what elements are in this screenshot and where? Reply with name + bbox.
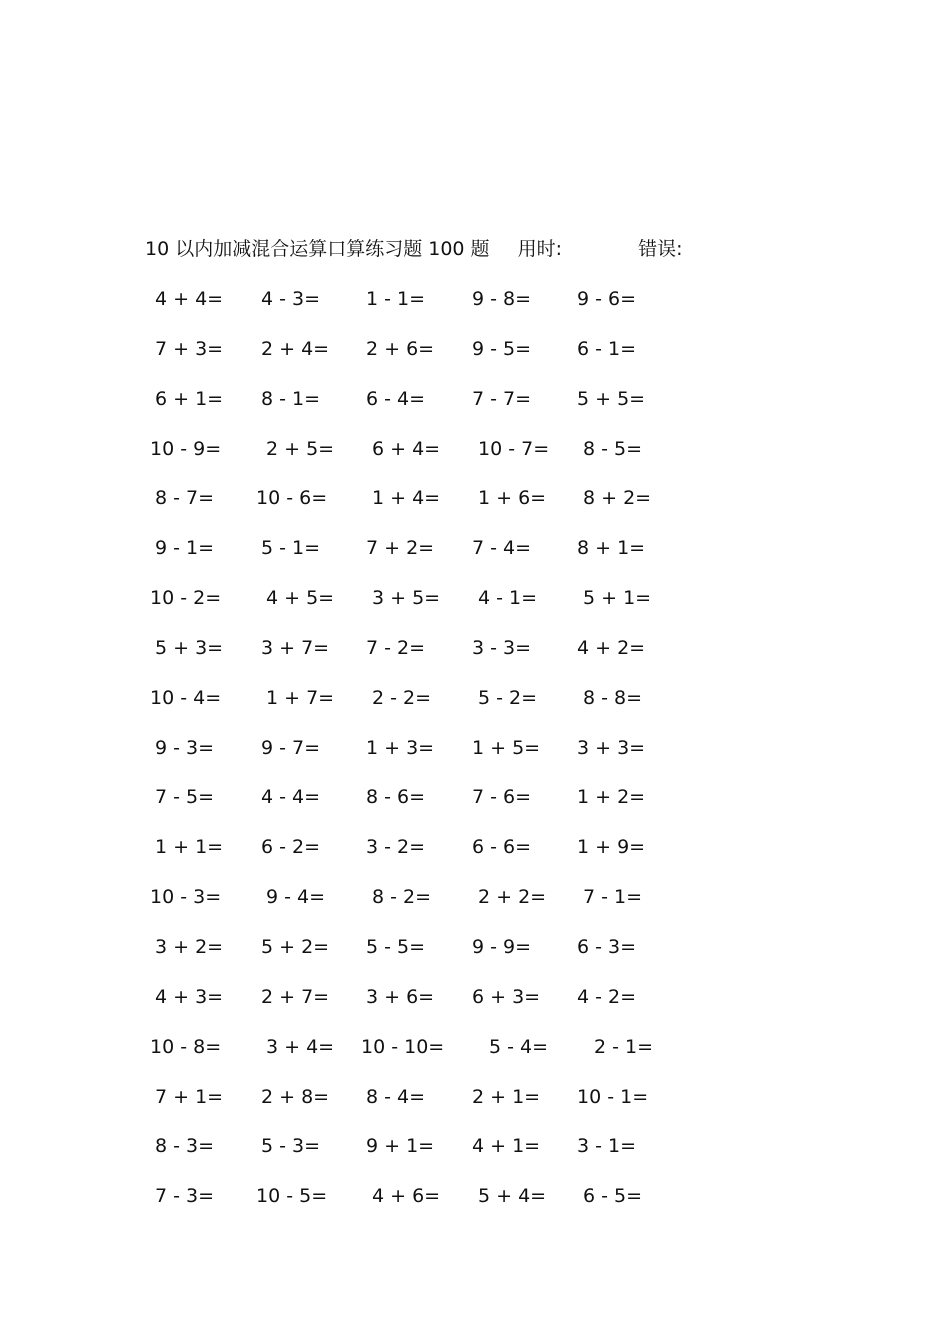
problem-cell: 7 + 1=	[155, 1085, 224, 1108]
problem-row	[150, 533, 710, 583]
problem-cell: 8 - 4=	[366, 1085, 426, 1108]
problem-cell: 7 - 7=	[472, 387, 532, 410]
problem-cell: 1 + 7=	[266, 686, 335, 709]
time-used-label: 用时:	[517, 238, 563, 260]
problem-row	[150, 284, 710, 334]
problem-cell: 2 - 2=	[372, 686, 432, 709]
problem-row	[150, 982, 710, 1032]
problem-cell: 5 + 5=	[577, 387, 646, 410]
problem-cell: 9 - 1=	[155, 537, 215, 560]
problem-cell: 8 - 2=	[372, 886, 432, 909]
problem-row	[150, 733, 710, 783]
problem-cell: 2 - 1=	[594, 1035, 654, 1058]
worksheet-title: 10 以内加减混合运算口算练习题 100 题	[145, 238, 490, 260]
problem-cell: 4 + 2=	[577, 636, 646, 659]
problem-cell: 4 + 4=	[155, 288, 224, 310]
problem-row	[150, 583, 710, 633]
problem-row	[150, 633, 710, 683]
problem-cell: 3 + 7=	[261, 636, 330, 659]
problem-cell: 7 - 1=	[583, 886, 643, 909]
problem-cell: 1 + 6=	[478, 487, 547, 510]
problem-row	[150, 782, 710, 832]
problem-cell: 4 - 4=	[261, 786, 321, 809]
problem-cell: 9 - 6=	[577, 288, 637, 310]
problem-cell: 7 - 4=	[472, 537, 532, 560]
problem-cell: 9 - 4=	[266, 886, 326, 909]
problem-cell: 2 + 4=	[261, 337, 330, 360]
problem-cell: 6 - 1=	[577, 337, 637, 360]
problem-cell: 3 + 5=	[372, 587, 441, 610]
problem-cell: 9 - 8=	[472, 288, 532, 310]
problem-row	[150, 334, 710, 384]
problem-cell: 3 - 2=	[366, 836, 426, 859]
problem-row	[150, 832, 710, 882]
problem-cell: 5 - 4=	[489, 1035, 549, 1058]
problem-cell: 6 - 5=	[583, 1185, 643, 1208]
problem-cell: 9 - 5=	[472, 337, 532, 360]
problem-cell: 5 + 3=	[155, 636, 224, 659]
problem-cell: 4 + 3=	[155, 985, 224, 1008]
problem-cell: 2 + 7=	[261, 985, 330, 1008]
problem-cell: 3 + 2=	[155, 935, 224, 958]
problem-cell: 1 + 5=	[472, 736, 541, 759]
problem-cell: 5 + 4=	[478, 1185, 547, 1208]
problem-row	[150, 1082, 710, 1132]
problem-cell: 4 + 1=	[472, 1135, 541, 1158]
problem-cell: 4 - 3=	[261, 288, 321, 310]
problem-cell: 8 - 8=	[583, 686, 643, 709]
problem-cell: 10 - 4=	[150, 686, 222, 709]
errors-label: 错误:	[638, 238, 683, 260]
problem-row	[150, 1181, 710, 1231]
problem-row	[150, 1032, 710, 1082]
problem-row	[150, 384, 710, 434]
problem-cell: 1 - 1=	[366, 288, 426, 310]
problem-cell: 1 + 1=	[155, 836, 224, 859]
problem-cell: 10 - 6=	[256, 487, 328, 510]
problem-cell: 10 - 8=	[150, 1035, 222, 1058]
problem-cell: 2 + 2=	[478, 886, 547, 909]
problem-cell: 5 - 5=	[366, 935, 426, 958]
problem-cell: 8 - 5=	[583, 437, 643, 460]
problem-cell: 9 + 1=	[366, 1135, 435, 1158]
problem-cell: 7 - 2=	[366, 636, 426, 659]
problem-cell: 6 + 1=	[155, 387, 224, 410]
problem-cell: 6 - 3=	[577, 935, 637, 958]
problem-cell: 3 + 4=	[266, 1035, 335, 1058]
problem-row	[150, 683, 710, 733]
problem-cell: 10 - 10=	[361, 1035, 445, 1058]
problem-cell: 8 + 1=	[577, 537, 646, 560]
problem-cell: 4 - 1=	[478, 587, 538, 610]
problem-cell: 6 - 4=	[366, 387, 426, 410]
problem-row	[150, 434, 710, 484]
problem-cell: 1 + 9=	[577, 836, 646, 859]
problem-cell: 8 - 1=	[261, 387, 321, 410]
problem-cell: 5 - 3=	[261, 1135, 321, 1158]
problem-cell: 9 - 9=	[472, 935, 532, 958]
problem-row	[150, 1131, 710, 1181]
problem-cell: 7 + 2=	[366, 537, 435, 560]
problem-cell: 6 + 4=	[372, 437, 441, 460]
problem-cell: 10 - 1=	[577, 1085, 649, 1108]
problem-cell: 5 + 2=	[261, 935, 330, 958]
problem-cell: 4 + 6=	[372, 1185, 441, 1208]
problem-cell: 8 + 2=	[583, 487, 652, 510]
problem-cell: 1 + 4=	[372, 487, 441, 510]
problem-grid	[150, 284, 710, 1231]
problem-cell: 3 - 1=	[577, 1135, 637, 1158]
problem-cell: 6 - 2=	[261, 836, 321, 859]
problem-cell: 8 - 7=	[155, 487, 215, 510]
problem-row	[150, 882, 710, 932]
problem-cell: 7 - 5=	[155, 786, 215, 809]
problem-cell: 6 + 3=	[472, 985, 541, 1008]
problem-cell: 2 + 5=	[266, 437, 335, 460]
problem-cell: 2 + 1=	[472, 1085, 541, 1108]
problem-cell: 9 - 3=	[155, 736, 215, 759]
problem-cell: 10 - 7=	[478, 437, 550, 460]
problem-cell: 3 + 3=	[577, 736, 646, 759]
problem-cell: 3 - 3=	[472, 636, 532, 659]
worksheet-header	[145, 234, 682, 264]
problem-cell: 10 - 2=	[150, 587, 222, 610]
problem-cell: 3 + 6=	[366, 985, 435, 1008]
problem-cell: 8 - 6=	[366, 786, 426, 809]
problem-cell: 5 - 1=	[261, 537, 321, 560]
problem-cell: 2 + 6=	[366, 337, 435, 360]
problem-cell: 8 - 3=	[155, 1135, 215, 1158]
problem-cell: 10 - 3=	[150, 886, 222, 909]
problem-cell: 5 - 2=	[478, 686, 538, 709]
problem-row	[150, 483, 710, 533]
problem-cell: 2 + 8=	[261, 1085, 330, 1108]
problem-cell: 1 + 3=	[366, 736, 435, 759]
problem-cell: 4 + 5=	[266, 587, 335, 610]
problem-row	[150, 932, 710, 982]
problem-cell: 6 - 6=	[472, 836, 532, 859]
problem-cell: 7 - 3=	[155, 1185, 215, 1208]
problem-cell: 10 - 5=	[256, 1185, 328, 1208]
problem-cell: 7 - 6=	[472, 786, 532, 809]
problem-cell: 7 + 3=	[155, 337, 224, 360]
problem-cell: 5 + 1=	[583, 587, 652, 610]
problem-cell: 1 + 2=	[577, 786, 646, 809]
problem-cell: 9 - 7=	[261, 736, 321, 759]
problem-cell: 10 - 9=	[150, 437, 222, 460]
problem-cell: 4 - 2=	[577, 985, 637, 1008]
